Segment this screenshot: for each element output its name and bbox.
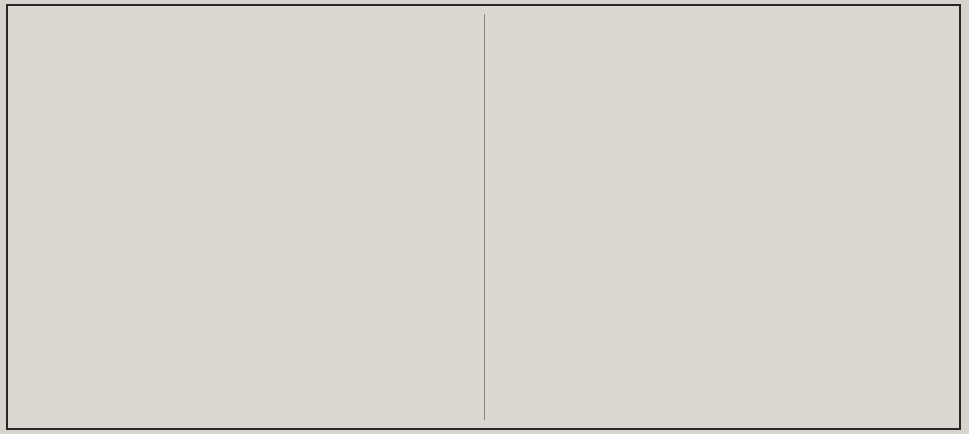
notice-text-line [479,136,949,156]
notice-text-line [479,371,949,391]
notice-text-line [479,234,949,254]
notice-text-line [479,352,949,372]
notice-text-line [18,149,473,169]
notice-border [6,4,961,430]
notice-text-line [479,391,949,411]
notice-text-line [18,306,473,326]
notice-text-line [479,332,949,352]
notice-text-line [18,286,473,306]
notice-text-line [479,293,949,313]
signature-block [18,349,473,395]
notice-text-line [18,71,473,91]
notice-text-line [479,156,949,176]
notice-text-line [479,116,949,136]
notice-text-line [18,32,473,52]
notice-text-line [479,77,949,97]
notice-text-line [18,208,473,228]
notice-text-line [18,90,473,110]
left-column-text [18,12,473,345]
notice-text-line [18,247,473,267]
notice-heading [479,12,945,36]
notice-text-line [479,175,949,195]
notice-text-line [479,97,949,117]
notice-text-line [18,169,473,189]
notice-text-line [479,38,949,58]
notice-text-line [18,130,473,150]
notice-text-line [18,326,473,346]
notice-left-column [18,12,473,422]
notice-text-line [18,51,473,71]
signature-title-line [18,371,473,395]
notice-text-line [479,410,949,430]
notice-text-line [479,214,949,234]
notice-text-line [18,110,473,130]
notice-text-line [479,273,949,293]
notice-text-line [18,267,473,287]
notice-right-column [479,12,949,422]
notice-text-line [479,58,949,78]
notice-text-line [479,254,949,274]
notice-text-line [18,12,473,32]
column-divider [484,14,485,420]
notice-text-line [18,228,473,248]
notice-text-line [18,188,473,208]
notice-text-line [479,195,949,215]
notice-text-line [479,312,949,332]
right-column-text [479,38,949,430]
signature-name-line [18,349,473,371]
